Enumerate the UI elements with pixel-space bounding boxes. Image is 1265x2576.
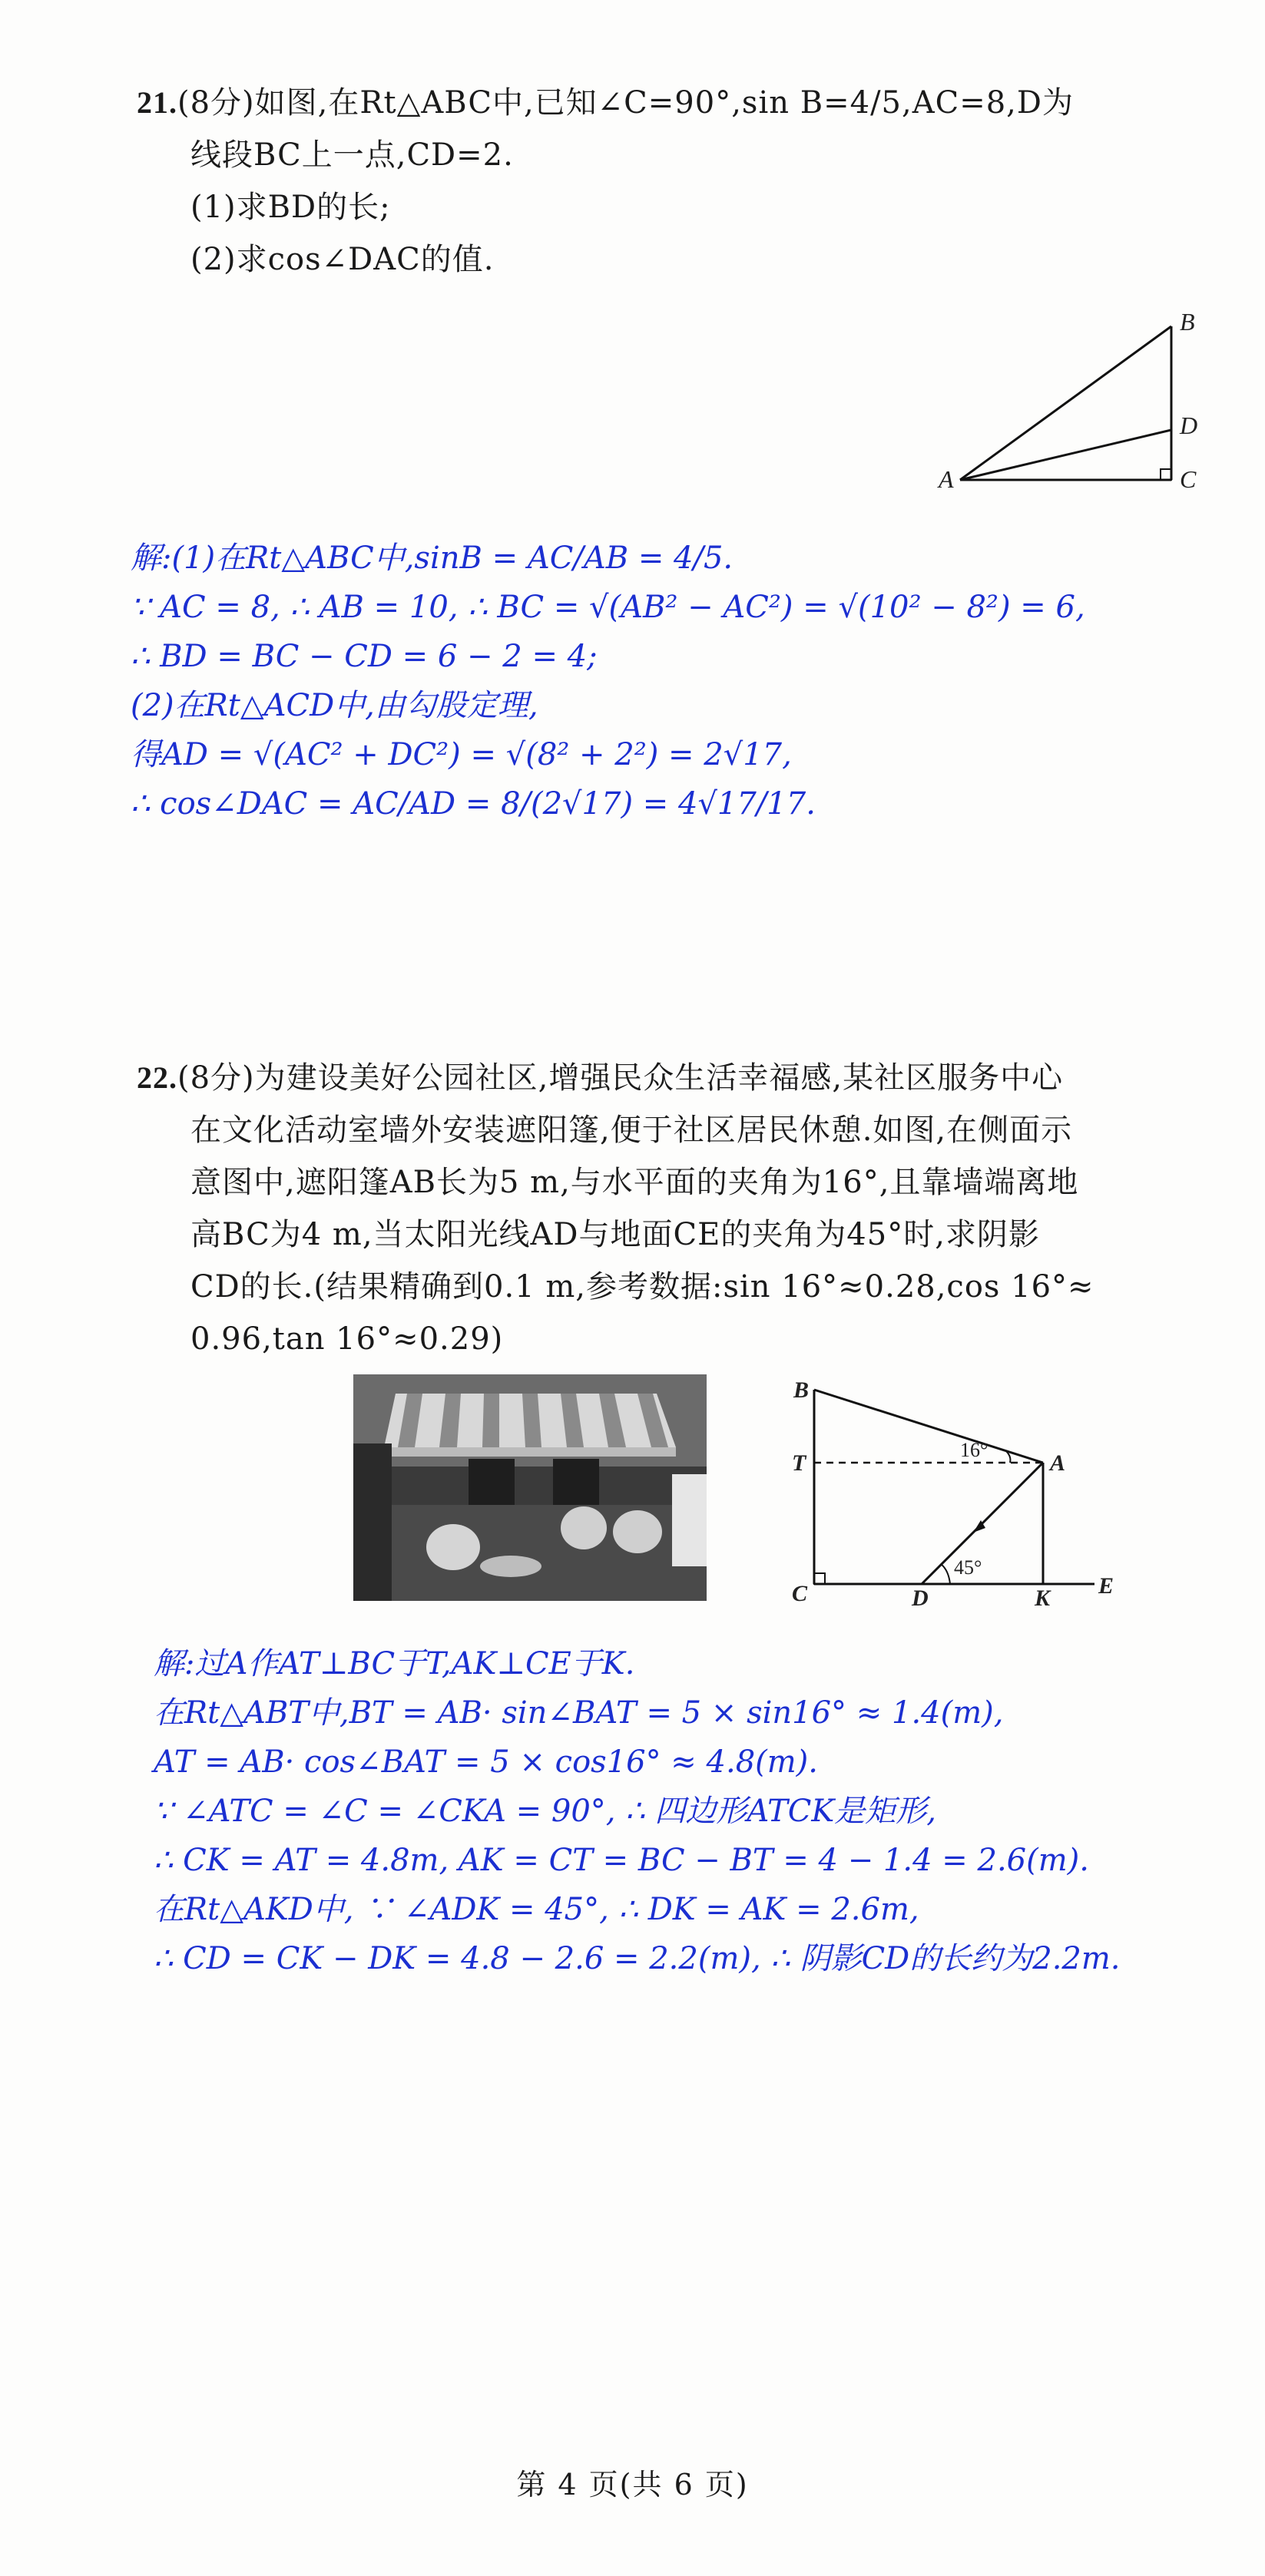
q22-solution-line: AT = AB· cos∠BAT = 5 × cos16° ≈ 4.8(m).	[154, 1744, 818, 1780]
q21-number: 21.	[137, 85, 177, 120]
q22-line: 意图中,遮阳篷AB长为5 m,与水平面的夹角为16°,且靠墙端离地	[190, 1165, 1079, 1200]
q22-solution-line: 解:过A作AT⊥BC于T,AK⊥CE于K.	[154, 1646, 635, 1682]
q22-line: 0.96,tan 16°≈0.29)	[190, 1321, 504, 1357]
q21-solution-line: 解:(1)在Rt△ABC中,sinB = AC/AB = 4/5.	[131, 541, 734, 576]
q21-label-c: C	[1180, 465, 1197, 493]
q22-solution-line: 在Rt△AKD中, ∵ ∠ADK = 45°, ∴ DK = AK = 2.6m,	[154, 1892, 919, 1927]
q22-solution-line: ∵ ∠ATC = ∠C = ∠CKA = 90°, ∴ 四边形ATCK是矩形,	[154, 1794, 936, 1829]
awning-photo	[353, 1374, 707, 1601]
q22-label-c: C	[792, 1581, 808, 1606]
q21-solution-line: ∴ BD = BC − CD = 6 − 2 = 4;	[131, 639, 598, 674]
q21-label-a: A	[939, 465, 954, 493]
q21-solution-line: 得AD = √(AC² + DC²) = √(8² + 2²) = 2√17,	[131, 737, 792, 772]
q21-solution-line: ∴ cos∠DAC = AC/AD = 8/(2√17) = 4√17/17.	[131, 786, 816, 822]
q21-stem	[137, 77, 1212, 286]
q22-line: 在文化活动室墙外安装遮阳篷,便于社区居民休憩.如图,在侧面示	[190, 1113, 1073, 1148]
q22-label-e: E	[1098, 1573, 1114, 1599]
q21-solution-line: (2)在Rt△ACD中,由勾股定理,	[131, 688, 538, 723]
q22-angle-16: 16°	[960, 1439, 988, 1461]
q22-label-b: B	[793, 1377, 810, 1403]
q21-label-d: D	[1180, 412, 1198, 439]
q22-label-d: D	[912, 1586, 929, 1609]
q22-awning-diagram	[772, 1371, 1118, 1609]
q22-solution-line: ∴ CK = AT = 4.8m, AK = CT = BC − BT = 4 − 1.4 = 2.6(m).	[154, 1843, 1089, 1878]
q22-line: CD的长.(结果精确到0.1 m,参考数据:sin 16°≈0.28,cos 16°≈	[190, 1269, 1094, 1305]
q21-line2: 线段BC上一点,CD=2.	[190, 137, 514, 173]
q21-part2: (2)求cos∠DAC的值.	[190, 242, 495, 277]
q21-solution-line: ∵ AC = 8, ∴ AB = 10, ∴ BC = √(AB² − AC²) = √(10² − 8²) = 6,	[131, 590, 1085, 625]
q22-solution-line: 在Rt△ABT中,BT = AB· sin∠BAT = 5 × sin16° ≈ 1.4(m),	[154, 1695, 1004, 1731]
q22-angle-45: 45°	[954, 1556, 982, 1579]
q22-label-t: T	[792, 1450, 806, 1476]
q22-number: 22.	[137, 1060, 177, 1095]
q22-solution	[154, 1639, 1121, 1983]
q22-stem	[137, 1052, 1227, 1365]
q22-solution-line: ∴ CD = CK − DK = 4.8 − 2.6 = 2.2(m), ∴ 阴影CD的长约为2.2m.	[154, 1941, 1121, 1976]
q21-solution	[131, 534, 1085, 828]
q21-label-b: B	[1180, 308, 1195, 336]
q22-label-a: A	[1050, 1450, 1066, 1476]
q22-line: (8分)为建设美好公园社区,增强民众生活幸福感,某社区服务中心	[177, 1060, 1064, 1096]
q22-line: 高BC为4 m,当太阳光线AD与地面CE的夹角为45°时,求阴影	[190, 1217, 1040, 1252]
q22-label-k: K	[1035, 1586, 1051, 1609]
page-footer: 第 4 页(共 6 页)	[516, 2468, 749, 2502]
q21-part1: (1)求BD的长;	[190, 190, 391, 225]
q21-line1: (8分)如图,在Rt△ABC中,已知∠C=90°,sin B=4/5,AC=8,D为	[177, 85, 1074, 121]
q21-triangle-figure	[937, 303, 1214, 503]
